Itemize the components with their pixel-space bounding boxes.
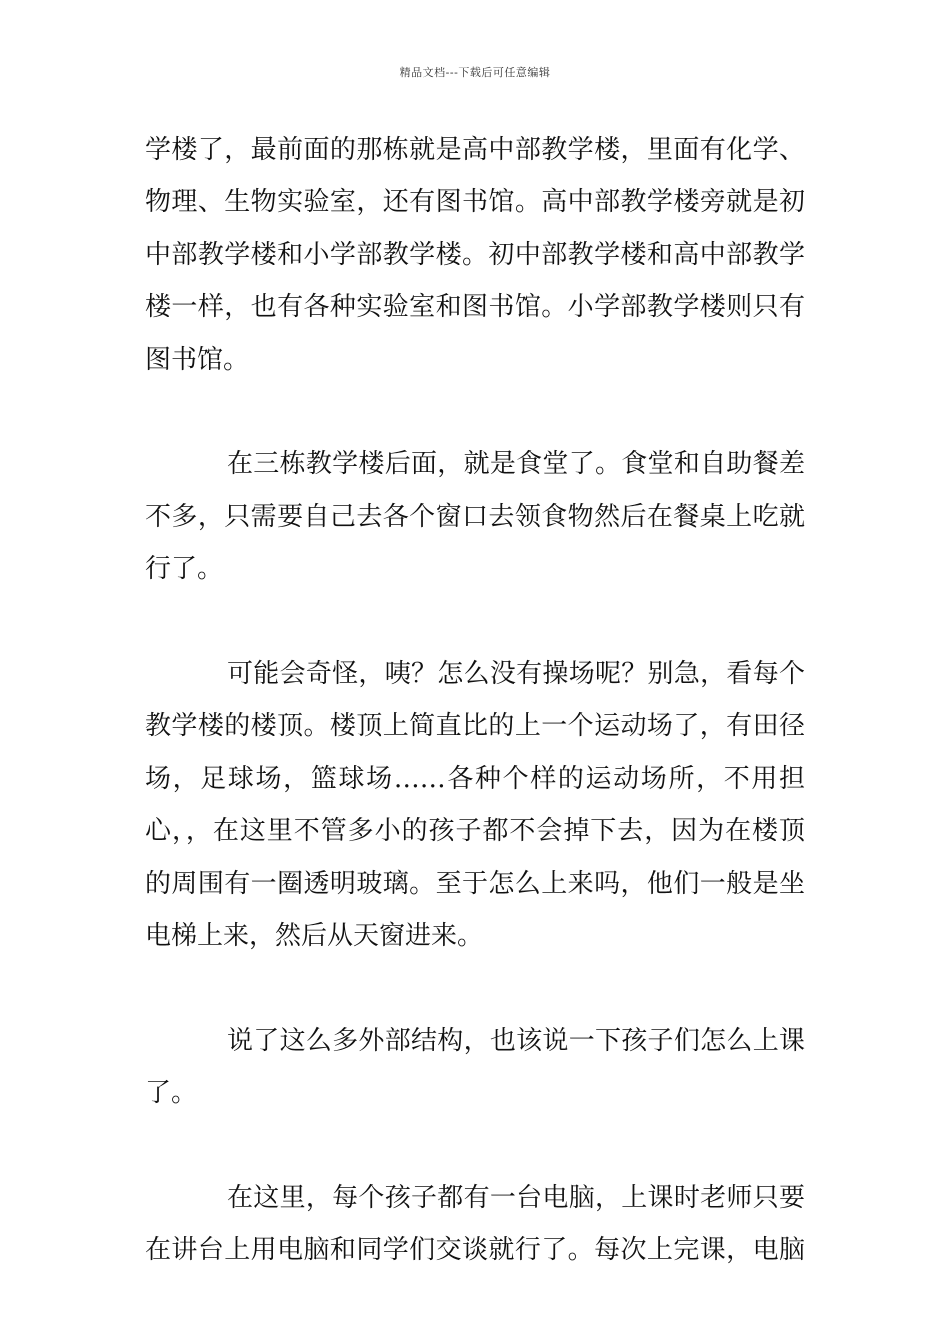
text-line: 教学楼的楼顶。楼顶上简直比的上一个运动场了，有田径 xyxy=(145,711,805,742)
paragraph-5 xyxy=(145,1172,805,1277)
text-line: 在讲台上用电脑和同学们交谈就行了。每次上完课，电脑 xyxy=(145,1235,805,1266)
text-line: 在三栋教学楼后面，就是食堂了。食堂和自助餐差 xyxy=(227,449,805,480)
paragraph-1 xyxy=(145,124,805,386)
text-line: 说了这么多外部结构，也该说一下孩子们怎么上课 xyxy=(227,1025,805,1056)
text-line: 物理、生物实验室，还有图书馆。高中部教学楼旁就是初 xyxy=(145,187,805,218)
text-line: 场，足球场，篮球场……各种个样的运动场所，不用担 xyxy=(145,763,805,794)
text-line: 楼一样，也有各种实验室和图书馆。小学部教学楼则只有 xyxy=(145,292,805,323)
text-line: 中部教学楼和小学部教学楼。初中部教学楼和高中部教学 xyxy=(145,239,805,270)
text-line: 电梯上来，然后从天窗进来。 xyxy=(145,921,484,952)
text-line: 的周围有一圈透明玻璃。至于怎么上来吗，他们一般是坐 xyxy=(145,868,805,899)
text-line: 心，，在这里不管多小的孩子都不会掉下去，因为在楼顶 xyxy=(145,816,805,847)
text-line: 了。 xyxy=(145,1078,198,1109)
paragraph-3 xyxy=(145,648,805,962)
text-line: 行了。 xyxy=(145,554,224,585)
text-line: 可能会奇怪，咦？怎么没有操场呢？别急，看每个 xyxy=(227,659,805,690)
page-header: 精品文档---下载后可任意编辑 xyxy=(399,66,551,79)
text-line: 学楼了，最前面的那栋就是高中部教学楼，里面有化学、 xyxy=(145,135,805,165)
paragraph-2 xyxy=(145,438,805,595)
text-line: 在这里，每个孩子都有一台电脑，上课时老师只要 xyxy=(227,1183,805,1214)
text-line: 图书馆。 xyxy=(145,344,250,375)
paragraph-4 xyxy=(145,1015,805,1120)
document-body xyxy=(145,124,805,1277)
text-line: 不多，只需要自己去各个窗口去领食物然后在餐桌上吃就 xyxy=(145,501,805,532)
